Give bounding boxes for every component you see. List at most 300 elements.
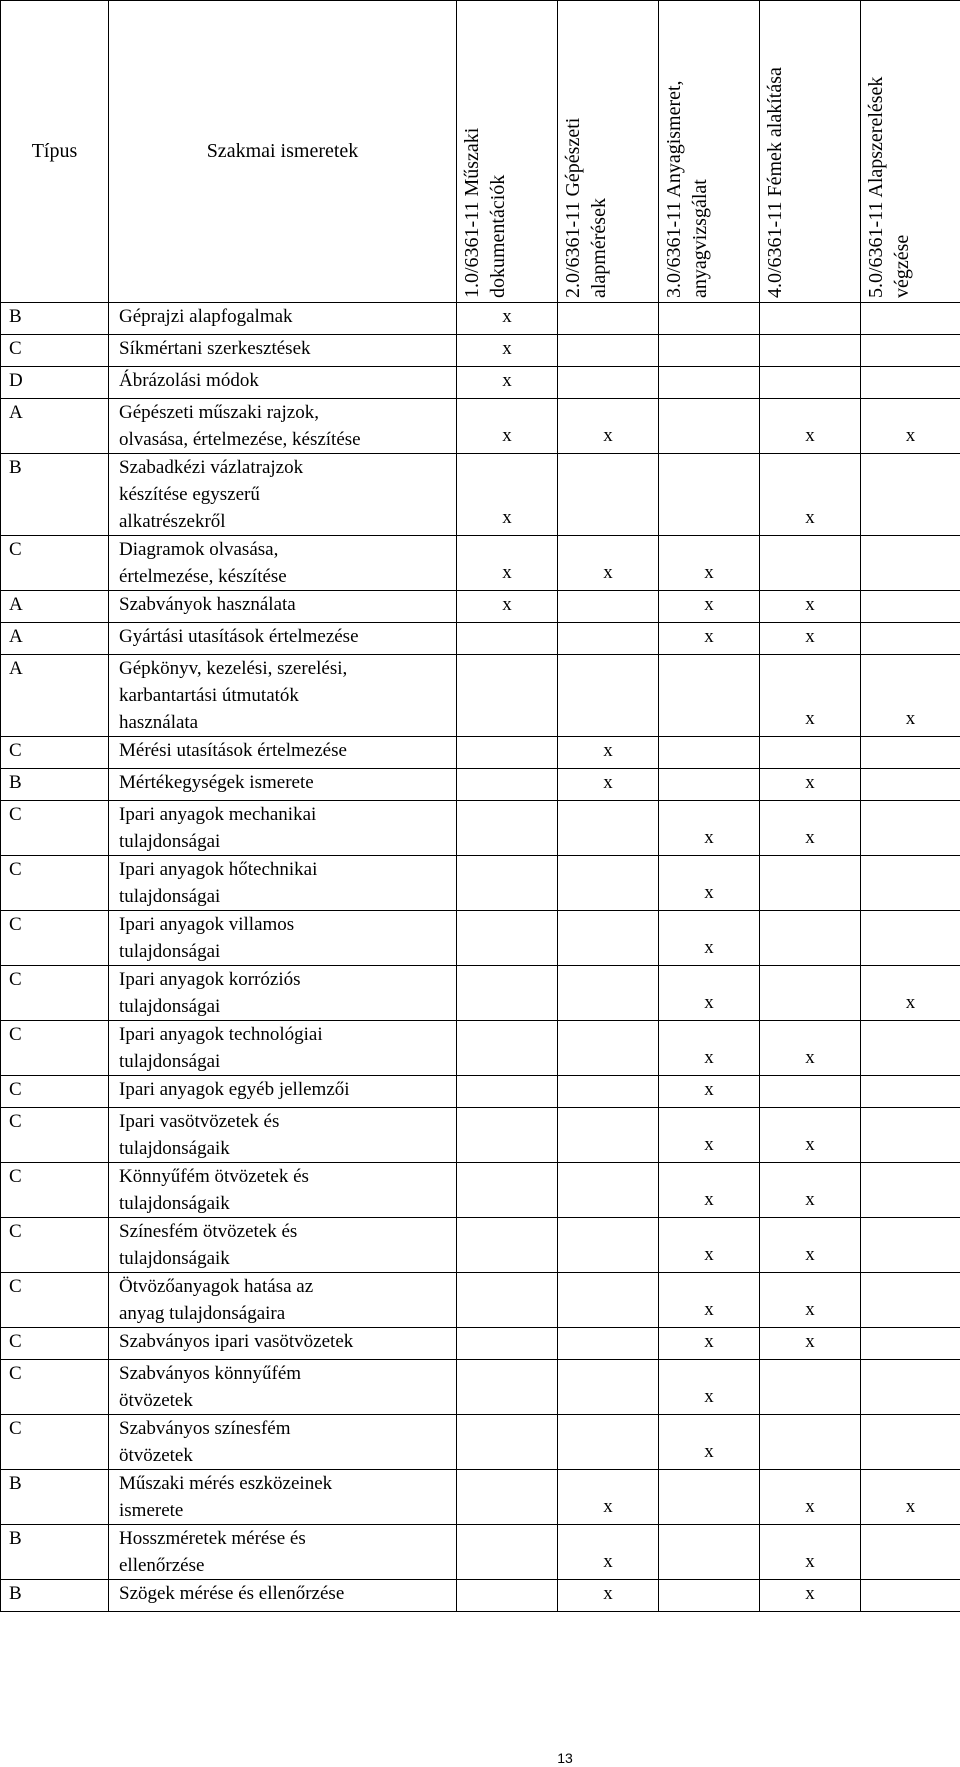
mark-cell <box>861 1580 960 1612</box>
mark-cell <box>558 1108 659 1163</box>
mark-cell <box>760 769 861 801</box>
mark-text <box>457 1323 557 1327</box>
mark-text <box>861 1268 960 1272</box>
type-cell: C <box>1 1163 109 1218</box>
skill-text: Diagramok olvasása, értelmezése, készítése <box>119 539 287 587</box>
mark-text: x <box>704 882 714 903</box>
mark-text <box>760 1465 860 1469</box>
mark-text: x <box>603 1583 613 1604</box>
skill-text: Síkmértani szerkesztések <box>119 338 311 359</box>
type-cell: C <box>1 737 109 769</box>
type-cell: C <box>1 911 109 966</box>
mark-text <box>558 362 658 366</box>
mark-cell <box>558 801 659 856</box>
mark-text <box>457 1268 557 1272</box>
mark-text <box>861 1410 960 1414</box>
mark-cell <box>457 1328 558 1360</box>
mark-cell <box>457 769 558 801</box>
mark-cell <box>861 623 960 655</box>
mark-text <box>659 796 759 800</box>
mark-text: x <box>704 1441 714 1462</box>
mark-cell <box>861 303 960 335</box>
mark-cell <box>861 536 960 591</box>
skill-text: Mértékegységek ismerete <box>119 772 314 793</box>
mark-text: x <box>704 1079 714 1100</box>
mark-cell <box>457 1163 558 1218</box>
type-cell: C <box>1 1273 109 1328</box>
mark-text: x <box>704 1331 714 1352</box>
mark-text <box>861 1158 960 1162</box>
mark-text: x <box>603 1551 613 1572</box>
page-number: 13 <box>557 1750 573 1766</box>
type-cell: C <box>1 1218 109 1273</box>
mark-text: x <box>704 827 714 848</box>
mark-text <box>558 851 658 855</box>
mark-text: x <box>805 1496 815 1517</box>
mark-cell <box>457 454 558 536</box>
mark-cell <box>558 1415 659 1470</box>
skill-cell <box>109 655 457 737</box>
mark-text: x <box>603 425 613 446</box>
mark-cell <box>760 1525 861 1580</box>
mark-cell <box>457 801 558 856</box>
mark-cell <box>861 801 960 856</box>
skill-cell <box>109 591 457 623</box>
mark-text <box>558 732 658 736</box>
mark-text <box>760 330 860 334</box>
mark-text <box>659 362 759 366</box>
mark-cell <box>558 1328 659 1360</box>
mark-cell <box>760 737 861 769</box>
mark-text <box>457 1213 557 1217</box>
mark-text <box>558 531 658 535</box>
table-row <box>1 1328 960 1360</box>
mark-text <box>861 1103 960 1107</box>
mark-text <box>861 851 960 855</box>
mark-cell <box>861 367 960 399</box>
mark-text: x <box>704 1134 714 1155</box>
mark-cell <box>659 1470 760 1525</box>
mark-cell <box>457 1218 558 1273</box>
mark-cell <box>558 1360 659 1415</box>
mark-text <box>861 362 960 366</box>
mark-text: x <box>502 594 512 615</box>
mark-cell <box>659 655 760 737</box>
mark-cell <box>861 591 960 623</box>
mark-text <box>861 1071 960 1075</box>
mark-text: x <box>805 1331 815 1352</box>
mark-text <box>861 961 960 965</box>
mark-text: x <box>603 740 613 761</box>
mark-cell <box>861 335 960 367</box>
mark-cell <box>457 856 558 911</box>
table-row <box>1 591 960 623</box>
module-column-header-5 <box>861 1 960 303</box>
mark-cell <box>760 1218 861 1273</box>
skill-text: Mérési utasítások értelmezése <box>119 740 347 761</box>
mark-text <box>558 1268 658 1272</box>
type-cell: B <box>1 454 109 536</box>
mark-cell <box>457 655 558 737</box>
skill-cell <box>109 1525 457 1580</box>
mark-cell <box>659 801 760 856</box>
mark-text <box>558 1158 658 1162</box>
mark-text <box>760 1016 860 1020</box>
mark-cell <box>558 911 659 966</box>
skill-cell <box>109 399 457 454</box>
mark-text <box>558 1465 658 1469</box>
table-row <box>1 737 960 769</box>
mark-cell <box>457 1108 558 1163</box>
mark-text <box>558 961 658 965</box>
mark-text <box>457 1103 557 1107</box>
skill-text: Ipari anyagok egyéb jellemzői <box>119 1079 350 1100</box>
mark-text: x <box>805 425 815 446</box>
type-cell: B <box>1 1525 109 1580</box>
skill-cell <box>109 737 457 769</box>
mark-text <box>558 1323 658 1327</box>
table-row <box>1 536 960 591</box>
mark-cell <box>861 655 960 737</box>
mark-cell <box>558 856 659 911</box>
mark-cell <box>558 655 659 737</box>
mark-text <box>558 394 658 398</box>
mark-text <box>861 650 960 654</box>
mark-text <box>457 1355 557 1359</box>
mark-cell <box>659 454 760 536</box>
mark-text <box>760 394 860 398</box>
mark-text <box>861 1575 960 1579</box>
skill-cell <box>109 303 457 335</box>
mark-text <box>558 1103 658 1107</box>
skill-cell <box>109 536 457 591</box>
mark-text <box>861 796 960 800</box>
skill-text: Szabványos könnyűfém ötvözetek <box>119 1363 302 1411</box>
mark-cell <box>558 737 659 769</box>
skill-cell <box>109 1108 457 1163</box>
mark-cell <box>558 1021 659 1076</box>
module-column-label: 1.0/6361-11 Műszaki dokumentációk <box>461 127 509 298</box>
mark-cell <box>760 856 861 911</box>
mark-cell <box>659 1273 760 1328</box>
mark-text: x <box>704 626 714 647</box>
mark-text <box>558 1016 658 1020</box>
mark-text: x <box>502 306 512 327</box>
mark-cell <box>861 1360 960 1415</box>
type-cell: C <box>1 1021 109 1076</box>
mark-text <box>861 1213 960 1217</box>
mark-text <box>558 330 658 334</box>
mark-cell <box>760 591 861 623</box>
mark-cell <box>760 399 861 454</box>
mark-text: x <box>704 937 714 958</box>
mark-cell <box>659 623 760 655</box>
mark-text <box>760 586 860 590</box>
type-cell: C <box>1 1076 109 1108</box>
mark-cell <box>760 966 861 1021</box>
table-row <box>1 1163 960 1218</box>
table-row <box>1 1415 960 1470</box>
skill-cell <box>109 1580 457 1612</box>
mark-cell <box>457 1021 558 1076</box>
skill-text: Ábrázolási módok <box>119 370 259 391</box>
mark-cell <box>760 1328 861 1360</box>
mark-cell <box>861 1273 960 1328</box>
skill-cell <box>109 1218 457 1273</box>
mark-text: x <box>704 1047 714 1068</box>
mark-cell <box>861 454 960 536</box>
mark-text: x <box>704 1299 714 1320</box>
skill-text: Szabványos színesfém ötvözetek <box>119 1418 291 1466</box>
table-row <box>1 1273 960 1328</box>
mark-text: x <box>805 772 815 793</box>
mark-cell <box>760 1360 861 1415</box>
table-row <box>1 1525 960 1580</box>
mark-cell <box>558 591 659 623</box>
skill-text: Szabadkézi vázlatrajzok készítése egyszerű alkatrészekről <box>119 457 304 532</box>
mark-cell <box>659 1076 760 1108</box>
mark-text: x <box>805 594 815 615</box>
type-cell: B <box>1 1580 109 1612</box>
mark-cell <box>457 1076 558 1108</box>
mark-cell <box>861 1108 960 1163</box>
mark-cell <box>558 399 659 454</box>
mark-text: x <box>502 425 512 446</box>
mark-text: x <box>805 1134 815 1155</box>
skill-cell <box>109 367 457 399</box>
mark-cell <box>457 303 558 335</box>
mark-text: x <box>805 626 815 647</box>
mark-text <box>558 1071 658 1075</box>
mark-text <box>659 764 759 768</box>
skill-text: Szögek mérése és ellenőrzése <box>119 1583 345 1604</box>
mark-cell <box>558 1163 659 1218</box>
table-row <box>1 623 960 655</box>
mark-text <box>861 330 960 334</box>
skill-cell <box>109 454 457 536</box>
skill-cell <box>109 1328 457 1360</box>
mark-cell <box>760 623 861 655</box>
skill-text: Hosszméretek mérése és ellenőrzése <box>119 1528 306 1576</box>
mark-cell <box>659 1415 760 1470</box>
mark-text <box>457 1158 557 1162</box>
mark-text <box>558 618 658 622</box>
mark-cell <box>861 399 960 454</box>
mark-cell <box>659 1328 760 1360</box>
mark-text <box>457 906 557 910</box>
mark-text <box>861 1355 960 1359</box>
mark-cell <box>760 1415 861 1470</box>
mark-text <box>760 362 860 366</box>
mark-text <box>457 851 557 855</box>
skill-cell <box>109 1076 457 1108</box>
type-column-header: Típus <box>1 1 109 303</box>
table-row <box>1 367 960 399</box>
type-cell: C <box>1 801 109 856</box>
mark-cell <box>558 335 659 367</box>
mark-cell <box>760 911 861 966</box>
skill-text: Szabványos ipari vasötvözetek <box>119 1331 354 1352</box>
type-cell: C <box>1 1415 109 1470</box>
table-row <box>1 856 960 911</box>
mark-text <box>861 394 960 398</box>
mark-cell <box>558 1525 659 1580</box>
skill-text: Gépészeti műszaki rajzok, olvasása, értelmezése, készítése <box>119 402 361 450</box>
mark-text: x <box>502 562 512 583</box>
mark-cell <box>457 335 558 367</box>
table-row <box>1 335 960 367</box>
skill-text: Gyártási utasítások értelmezése <box>119 626 359 647</box>
mark-cell <box>861 1076 960 1108</box>
skill-text: Ötvözőanyagok hatása az anyag tulajdonságaira <box>119 1276 314 1324</box>
mark-cell <box>861 1328 960 1360</box>
skill-text: Ipari anyagok hőtechnikai tulajdonságai <box>119 859 318 907</box>
table-row <box>1 1218 960 1273</box>
type-cell: C <box>1 966 109 1021</box>
mark-text: x <box>805 1299 815 1320</box>
mark-cell <box>659 536 760 591</box>
mark-cell <box>659 856 760 911</box>
mark-cell <box>457 399 558 454</box>
mark-text: x <box>905 992 916 1013</box>
type-cell: A <box>1 399 109 454</box>
mark-text <box>760 1410 860 1414</box>
skill-text: Színesfém ötvözetek és tulajdonságaik <box>119 1221 298 1269</box>
mark-cell <box>760 303 861 335</box>
mark-text: x <box>704 1244 714 1265</box>
mark-text: x <box>603 772 613 793</box>
skill-cell <box>109 335 457 367</box>
skill-text: Ipari anyagok technológiai tulajdonságai <box>119 1024 323 1072</box>
table-row <box>1 655 960 737</box>
mark-cell <box>760 367 861 399</box>
skill-text: Könnyűfém ötvözetek és tulajdonságaik <box>119 1166 309 1214</box>
table-row <box>1 1108 960 1163</box>
mark-cell <box>861 769 960 801</box>
mark-text <box>861 1323 960 1327</box>
mark-text <box>457 1520 557 1524</box>
skill-cell <box>109 801 457 856</box>
mark-text: x <box>805 1583 815 1604</box>
skill-cell <box>109 911 457 966</box>
type-cell: C <box>1 1360 109 1415</box>
mark-text <box>659 1575 759 1579</box>
mark-cell <box>457 591 558 623</box>
mark-text <box>457 650 557 654</box>
module-column-label: 2.0/6361-11 Gépészeti alapmérések <box>562 117 610 298</box>
table-row <box>1 801 960 856</box>
table-row <box>1 1076 960 1108</box>
mark-cell <box>760 1273 861 1328</box>
type-cell: A <box>1 623 109 655</box>
mark-cell <box>760 1470 861 1525</box>
mark-text <box>659 1607 759 1611</box>
module-column-header-3 <box>659 1 760 303</box>
table-row <box>1 454 960 536</box>
mark-text <box>861 618 960 622</box>
table-row <box>1 966 960 1021</box>
type-cell: C <box>1 1328 109 1360</box>
mark-text: x <box>603 1496 613 1517</box>
mark-cell <box>457 536 558 591</box>
header-row <box>1 1 960 303</box>
mark-text <box>457 732 557 736</box>
skill-cell <box>109 1415 457 1470</box>
mark-text <box>558 1355 658 1359</box>
mark-cell <box>558 1470 659 1525</box>
mark-text: x <box>704 992 714 1013</box>
type-cell: C <box>1 856 109 911</box>
mark-cell <box>457 911 558 966</box>
mark-cell <box>760 454 861 536</box>
mark-text <box>760 764 860 768</box>
mark-text: x <box>704 1386 714 1407</box>
type-cell: B <box>1 769 109 801</box>
mark-text <box>558 1213 658 1217</box>
mark-text: x <box>603 562 613 583</box>
mark-text <box>659 531 759 535</box>
mark-cell <box>659 1108 760 1163</box>
table-body <box>1 303 960 1612</box>
mark-cell <box>558 1273 659 1328</box>
mark-cell <box>861 1525 960 1580</box>
skill-cell <box>109 856 457 911</box>
type-cell: D <box>1 367 109 399</box>
skill-cell <box>109 1360 457 1415</box>
type-cell: A <box>1 591 109 623</box>
mark-text: x <box>905 425 916 446</box>
mark-cell <box>659 1360 760 1415</box>
mark-text <box>659 330 759 334</box>
mark-text <box>659 449 759 453</box>
mark-text <box>760 1103 860 1107</box>
mark-cell <box>558 623 659 655</box>
table-row <box>1 1580 960 1612</box>
mark-text: x <box>805 1189 815 1210</box>
mark-cell <box>457 737 558 769</box>
module-column-header-4 <box>760 1 861 303</box>
table-row <box>1 769 960 801</box>
mark-cell <box>861 911 960 966</box>
mark-cell <box>861 1415 960 1470</box>
skill-cell <box>109 623 457 655</box>
mark-text: x <box>805 708 815 729</box>
skill-text: Gépkönyv, kezelési, szerelési, karbantartási útmutatók használata <box>119 658 348 733</box>
mark-text: x <box>905 708 916 729</box>
mark-cell <box>558 367 659 399</box>
mark-text: x <box>905 1496 916 1517</box>
mark-cell <box>659 1021 760 1076</box>
table-row <box>1 303 960 335</box>
mark-cell <box>457 1580 558 1612</box>
mark-cell <box>659 737 760 769</box>
type-cell: C <box>1 335 109 367</box>
mark-cell <box>760 1163 861 1218</box>
mark-text: x <box>502 507 512 528</box>
skill-text: Ipari anyagok mechanikai tulajdonságai <box>119 804 317 852</box>
skill-cell <box>109 1163 457 1218</box>
mark-cell <box>558 303 659 335</box>
mark-text <box>457 1575 557 1579</box>
mark-cell <box>659 335 760 367</box>
skill-text: Műszaki mérés eszközeinek ismerete <box>119 1473 333 1521</box>
mark-text <box>457 1607 557 1611</box>
mark-text: x <box>805 507 815 528</box>
mark-text <box>558 1410 658 1414</box>
mark-cell <box>861 1470 960 1525</box>
skill-cell <box>109 966 457 1021</box>
mark-cell <box>760 801 861 856</box>
